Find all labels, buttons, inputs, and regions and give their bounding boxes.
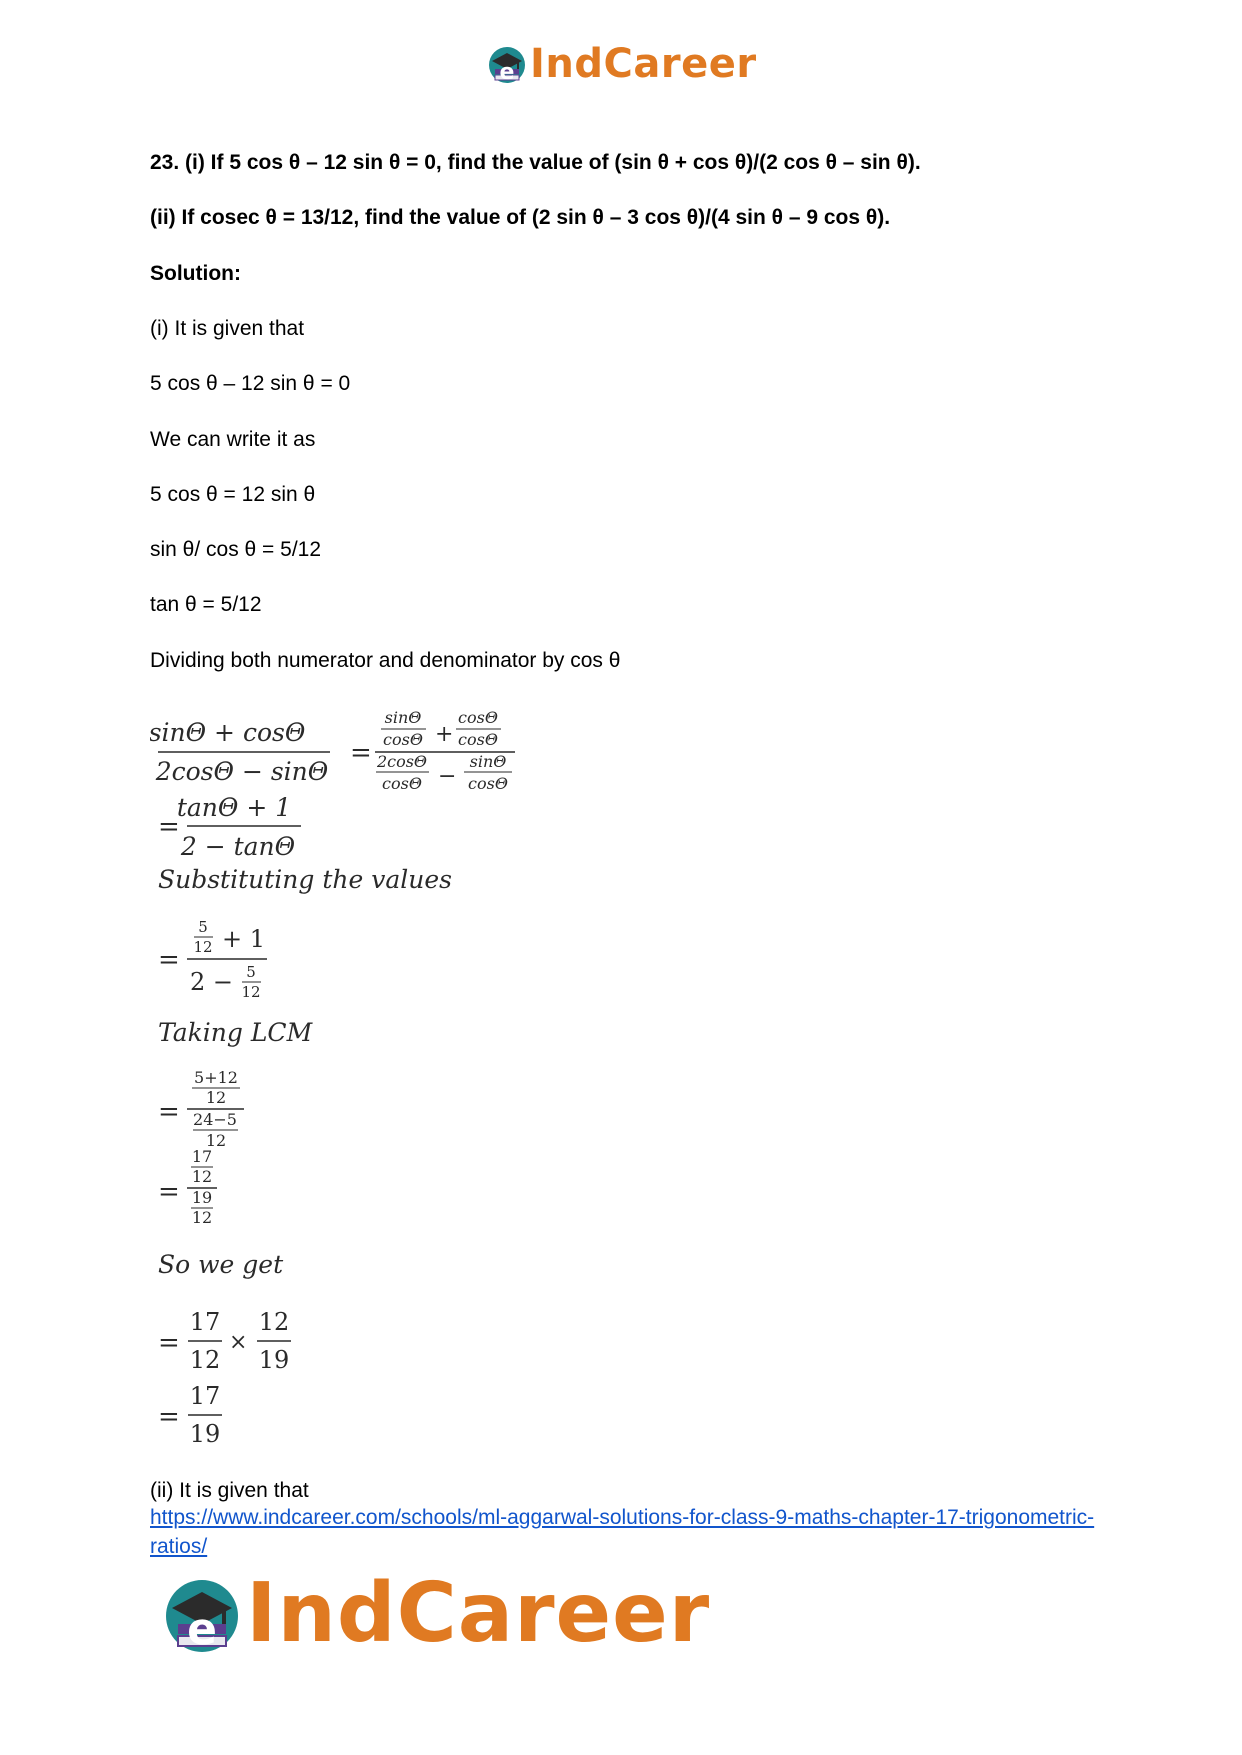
math-step-6 — [158, 1308, 291, 1374]
math-text: = — [158, 1402, 180, 1432]
math-text: tanΘ + 1 — [176, 793, 292, 822]
math-text: 2cosΘ — [376, 752, 428, 771]
solution-line: We can write it as — [150, 428, 316, 451]
math-derivation — [150, 705, 770, 1454]
math-step-2 — [158, 793, 301, 861]
math-text: 12 — [191, 1167, 213, 1186]
math-text: = — [158, 1328, 180, 1358]
solution-part-ii-start: (ii) It is given that — [150, 1479, 309, 1502]
solution-line: (i) It is given that — [150, 317, 305, 340]
math-text-soweget: So we get — [158, 1250, 284, 1279]
math-text: 5 — [246, 963, 256, 981]
math-text: 12 — [241, 983, 261, 1001]
math-text: cosΘ — [458, 708, 498, 727]
math-text: 5 — [198, 918, 208, 936]
math-text: cosΘ — [458, 730, 498, 749]
math-text: 17 — [189, 1308, 221, 1336]
math-text: sinΘ — [469, 752, 507, 771]
math-text: − — [438, 764, 457, 789]
math-text: 12 — [258, 1308, 290, 1336]
question-part-i: 23. (i) If 5 cos θ – 12 sin θ = 0, find the value of (sin θ + cos θ)/(2 cos θ – sin θ). — [150, 151, 921, 174]
math-text: = — [158, 1097, 180, 1127]
math-text: 2 − tanΘ — [180, 832, 296, 861]
indcareer-emblem-icon — [160, 1572, 244, 1656]
math-text: = — [158, 812, 180, 842]
math-text: 24−5 — [193, 1110, 237, 1129]
math-step-5 — [158, 1147, 217, 1227]
math-text: = — [158, 1177, 180, 1207]
math-text: sinΘ + cosΘ — [150, 718, 306, 747]
math-step-3 — [158, 918, 267, 1001]
solution-line: 5 cos θ = 12 sin θ — [150, 483, 316, 506]
math-text: 12 — [205, 1131, 227, 1150]
footer-logo — [160, 1566, 711, 1661]
math-text: + — [435, 722, 454, 747]
question-part-ii: (ii) If cosec θ = 13/12, find the value of (2 sin θ – 3 cos θ)/(4 sin θ – 9 cos θ). — [150, 206, 891, 229]
math-text-substituting: Substituting the values — [158, 865, 452, 894]
math-step-1 — [150, 708, 515, 793]
math-text: sinΘ — [384, 708, 422, 727]
math-text: 19 — [191, 1188, 213, 1207]
math-text: 12 — [205, 1088, 227, 1107]
solution-line: Dividing both numerator and denominator by cos θ — [150, 649, 621, 672]
svg-text:e: e — [499, 60, 515, 85]
math-text: = — [350, 738, 372, 768]
math-step-7 — [158, 1382, 222, 1448]
math-text: 19 — [258, 1346, 290, 1374]
math-text: 17 — [191, 1147, 213, 1166]
math-text: = — [158, 945, 180, 975]
indcareer-emblem-icon — [486, 43, 528, 85]
math-text: 12 — [193, 938, 213, 956]
math-text: 12 — [191, 1208, 213, 1227]
math-derivation-svg — [150, 705, 770, 1450]
header-brand-name: IndCareer — [530, 41, 757, 87]
math-text: 2cosΘ − sinΘ — [155, 757, 329, 786]
header-logo — [486, 40, 757, 88]
solution-line: sin θ/ cos θ = 5/12 — [150, 538, 322, 561]
math-text: + 1 — [222, 925, 266, 953]
math-text: 19 — [189, 1420, 221, 1448]
footer-brand-name: IndCareer — [246, 1566, 711, 1661]
math-text: 17 — [189, 1382, 221, 1410]
math-text: 5+12 — [194, 1068, 238, 1087]
math-text: cosΘ — [468, 774, 508, 793]
math-text: cosΘ — [383, 730, 423, 749]
solution-line: tan θ = 5/12 — [150, 593, 262, 616]
footer-source-link[interactable]: https://www.indcareer.com/schools/ml-aggarwal-solutions-for-class-9-maths-chapter-17-trigonometric-ratios/ — [150, 1506, 1095, 1558]
solution-heading: Solution: — [150, 262, 241, 285]
math-step-4 — [158, 1068, 244, 1150]
math-text: 2 − — [190, 968, 234, 996]
math-text-lcm: Taking LCM — [158, 1018, 313, 1047]
math-text: × — [229, 1330, 248, 1355]
solution-line: 5 cos θ – 12 sin θ = 0 — [150, 372, 351, 395]
math-text: cosΘ — [382, 774, 422, 793]
math-text: 12 — [189, 1346, 221, 1374]
svg-text:e: e — [187, 1604, 217, 1655]
